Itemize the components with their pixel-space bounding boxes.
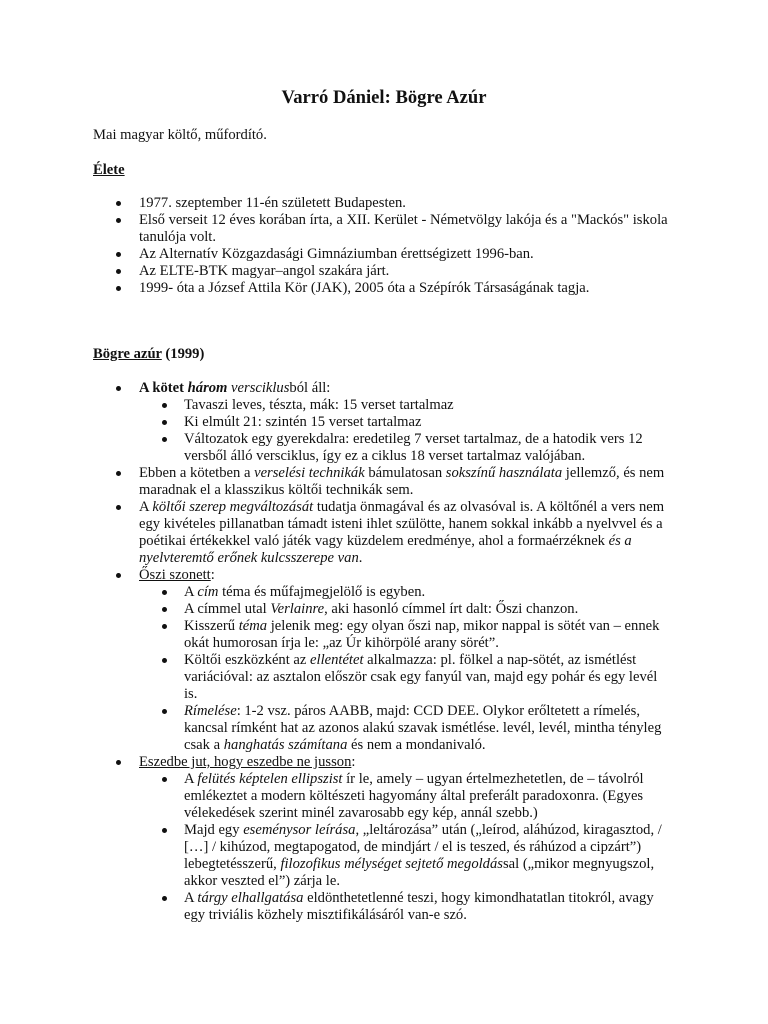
poem-title: Őszi szonett: [139, 567, 211, 583]
text-run: Költői eszközként az: [184, 652, 311, 668]
text-run: költői szerep megváltozását: [152, 499, 314, 515]
text-run: Majd egy: [184, 822, 244, 838]
text-run: jellemző, és nem maradnak el a klasszikus költői technikák sem.: [139, 465, 665, 498]
sublist-item: [184, 703, 674, 754]
text-run: Kisszerű: [184, 618, 239, 634]
text-run: ból áll:: [289, 380, 331, 396]
book-analysis-list: [139, 380, 674, 924]
text-run: ír le, amely – ugyan értelmezhetetlen, de – távolról emlékeztet a modern költészeti hagyomány által preferált paradoxonra. (Egyes vélekedések szerint minél zavarosabb egy kép, annál szebb.): [184, 771, 644, 821]
text-run: verselési technikák: [254, 465, 365, 481]
text-run: tudatja önmagával és az olvasóval is. A költőnél a vers nem egy kivételes pillanatban támadt isteni ihlet szülötte, hanem sokkal inkább a nyelvvel és a poétikai értékekkel való játék vagy küzdelem eredménye, ahol a formaérzéknek: [139, 499, 665, 549]
text-run: és nem a mondanivaló.: [347, 737, 486, 753]
text-run: .: [358, 550, 363, 566]
sublist-item: [184, 652, 674, 703]
text-run: cím: [197, 584, 219, 600]
list-item-volume-structure: [139, 380, 674, 465]
text-run: és a nyelvteremtő erőnek kulcsszerepe van: [139, 533, 632, 566]
text-run: eldönthetetlenné teszi, hogy kimondhatatlan titokról, avagy egy triviális közhely misztifikálásáról van-e szó.: [184, 890, 654, 923]
list-item-techniques: [139, 465, 674, 499]
text-run: , „leltározása” után („leírod, aláhúzod, kiragasztod, / […] / kihúzod, megtapogatod, de mindjárt / el is teszed, és ráhúzod a cipzárt”) lebegtetésszerű,: [184, 822, 662, 872]
list-item: Az ELTE-BTK magyar–angol szakára járt.: [139, 263, 679, 280]
text-run: jelenik meg: egy olyan őszi nap, mikor nappal is sötét van – ennek okát humorosan írja le: „az Úr kihörpölé arany sörét”.: [184, 618, 660, 651]
biography-list: [139, 195, 679, 297]
text-run: A: [184, 584, 198, 600]
list-item: Első verseit 12 éves korában írta, a XII. Kerület - Németvölgy lakója és a "Mackós" iskola tanulója volt.: [139, 212, 679, 246]
sublist-item: [184, 618, 674, 652]
text-run: Verlainre: [270, 601, 325, 617]
sublist-item: [184, 601, 674, 618]
text-run: téma és műfajmegjelölő is egyben.: [218, 584, 426, 600]
text-run: tárgy elhallgatása: [197, 890, 304, 906]
text-run: hanghatás számítana: [223, 737, 348, 753]
list-item-poet-role: [139, 499, 674, 567]
list-item: 1977. szeptember 11-én született Budapesten.: [139, 195, 679, 212]
text-run: : 1-2 vsz. páros AABB, majd: CCD DEE. Olykor erőltetett a rímelés, kancsal rímként hat az azonos alakú szavak ismétlése. levél, levél, mintha tényleg csak a: [184, 703, 662, 753]
text-run: sokszínű használata: [445, 465, 563, 481]
text-run: , aki hasonló címmel írt dalt: Őszi chanzon.: [324, 601, 579, 617]
text-run: felütés képtelen ellipszist: [197, 771, 343, 787]
text-run: Ebben a kötetben a: [139, 465, 255, 481]
text-run: eseménysor leírása: [243, 822, 356, 838]
section-heading-bogre-azur: [93, 346, 204, 363]
sublist-eszedbe-jut: [139, 771, 674, 924]
list-item-eszedbe-jut: [139, 754, 674, 924]
poem-title: Eszedbe jut, hogy eszedbe ne jusson: [139, 754, 352, 770]
text-run: A: [184, 771, 198, 787]
text-run: Rímelése: [184, 703, 237, 719]
text-run: versciklus: [227, 380, 290, 396]
section-heading-elete: Élete: [93, 162, 125, 178]
list-item: 1999- óta a József Attila Kör (JAK), 2005 óta a Szépírók Társaságának tagja.: [139, 280, 679, 297]
list-item: Az Alternatív Közgazdasági Gimnáziumban érettségizett 1996-ban.: [139, 246, 679, 263]
document-title: Varró Dániel: Bögre Azúr: [281, 87, 487, 108]
sublist-oszi-szonett: [139, 584, 674, 754]
text-run: A: [184, 890, 198, 906]
heading-year-part: (1999): [161, 346, 205, 362]
text-run: :: [210, 567, 215, 583]
text-run: sal („mikor megnyugszol, akkor veszted el”) zárja le.: [184, 856, 655, 889]
sublist-item: [184, 822, 674, 890]
text-run: filozofikus mélységet sejtető megoldás: [280, 856, 503, 872]
text-run: alkalmazza: pl. fölkel a nap-sötét, az ismétlést variációval: az asztalon először csak egy fanyúl van, majd egy pohár és egy levél is.: [184, 652, 658, 702]
text-run: három: [187, 380, 228, 396]
sublist-item: [184, 771, 674, 822]
sublist-item: Ki elmúlt 21: szintén 15 verset tartalmaz: [184, 414, 674, 431]
text-run: A címmel utal: [184, 601, 271, 617]
list-item-oszi-szonett: [139, 567, 674, 754]
text-run: A: [139, 499, 153, 515]
text-run: téma: [238, 618, 268, 634]
sublist-item: Változatok egy gyerekdalra: eredetileg 7 verset tartalmaz, de a hatodik vers 12 versből álló versciklus, így ez a ciklus 18 verset tartalmaz valójában.: [184, 431, 674, 465]
sublist-item: [184, 584, 674, 601]
text-run: A kötet: [139, 380, 188, 396]
text-run: ellentétet: [310, 652, 364, 668]
text-run: [139, 380, 227, 396]
sublist-cycles: [139, 397, 674, 465]
heading-underlined-part: Bögre azúr: [93, 346, 162, 362]
sublist-item: Tavaszi leves, tészta, mák: 15 verset tartalmaz: [184, 397, 674, 414]
text-run: bámulatosan: [364, 465, 446, 481]
intro-text: Mai magyar költő, műfordító.: [93, 127, 267, 143]
sublist-item: [184, 890, 674, 924]
text-run: :: [351, 754, 356, 770]
